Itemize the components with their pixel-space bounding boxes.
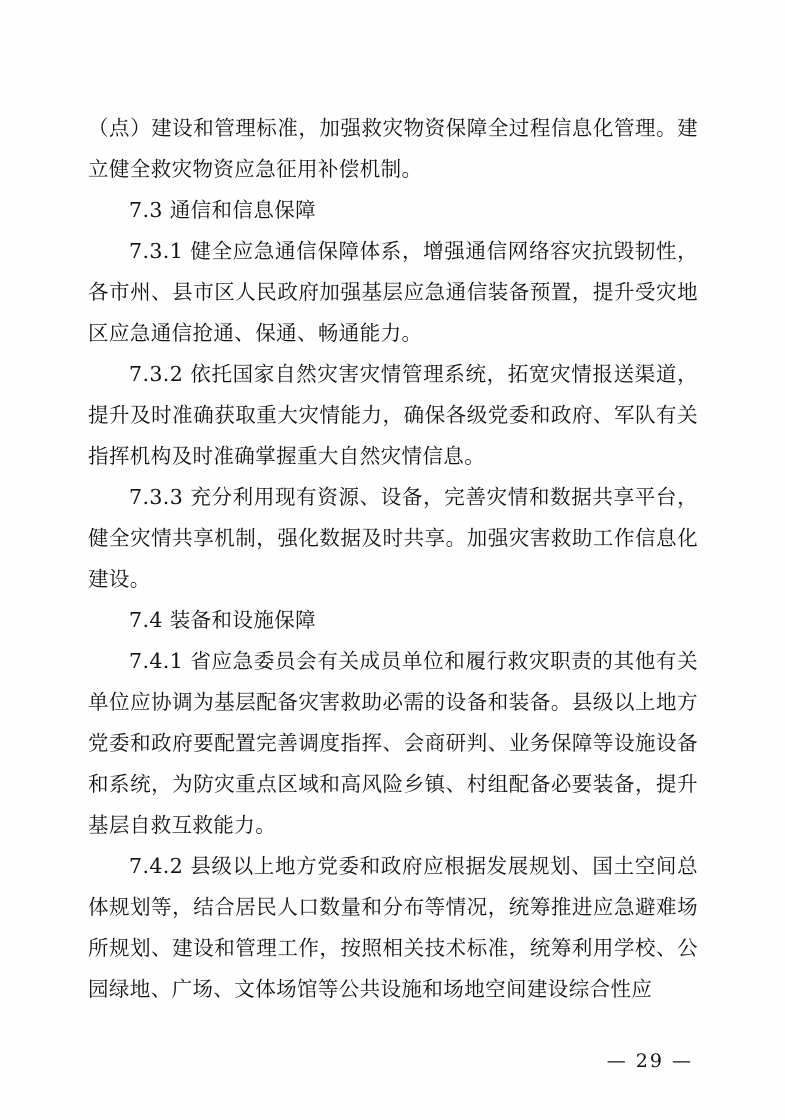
page-number: — 29 — <box>606 1050 693 1072</box>
section-heading-7-3: 7.3 通信和信息保障 <box>129 198 317 222</box>
section-heading-7-4: 7.4 装备和设施保障 <box>129 608 317 632</box>
paragraph-7-3-2: 7.3.2 依托国家自然灾害灾情管理系统，拓宽灾情报送渠道，提升及时准确获取重大灾情能力，确保各级党委和政府、军队有关指挥机构及时准确掌握重大自然灾情信息。 <box>88 362 698 468</box>
paragraph-7-3-3: 7.3.3 充分利用现有资源、设备，完善灾情和数据共享平台，健全灾情共享机制，强化数据及时共享。加强灾害救助工作信息化建设。 <box>88 485 698 591</box>
paragraph-7-4-2: 7.4.2 县级以上地方党委和政府应根据发展规划、国土空间总体规划等，结合居民人口数量和分布等情况，统筹推进应急避难场所规划、建设和管理工作，按照相关技术标准，统筹利用学校、公园绿地、广场、文体场馆等公共设施和场地空间建设综合性应 <box>88 854 698 1001</box>
page-body <box>88 108 698 1010</box>
paragraph-continuation: （点）建设和管理标准，加强救灾物资保障全过程信息化管理。建立健全救灾物资应急征用补偿机制。 <box>88 116 698 181</box>
paragraph-7-4-1: 7.4.1 省应急委员会有关成员单位和履行救灾职责的其他有关单位应协调为基层配备灾害救助必需的设备和装备。县级以上地方党委和政府要配置完善调度指挥、会商研判、业务保障等设施设备和系统，为防灾重点区域和高风险乡镇、村组配备必要装备，提升基层自救互救能力。 <box>88 649 698 837</box>
paragraph-7-3-1: 7.3.1 健全应急通信保障体系，增强通信网络容灾抗毁韧性，各市州、县市区人民政府加强基层应急通信装备预置，提升受灾地区应急通信抢通、保通、畅通能力。 <box>88 239 698 345</box>
